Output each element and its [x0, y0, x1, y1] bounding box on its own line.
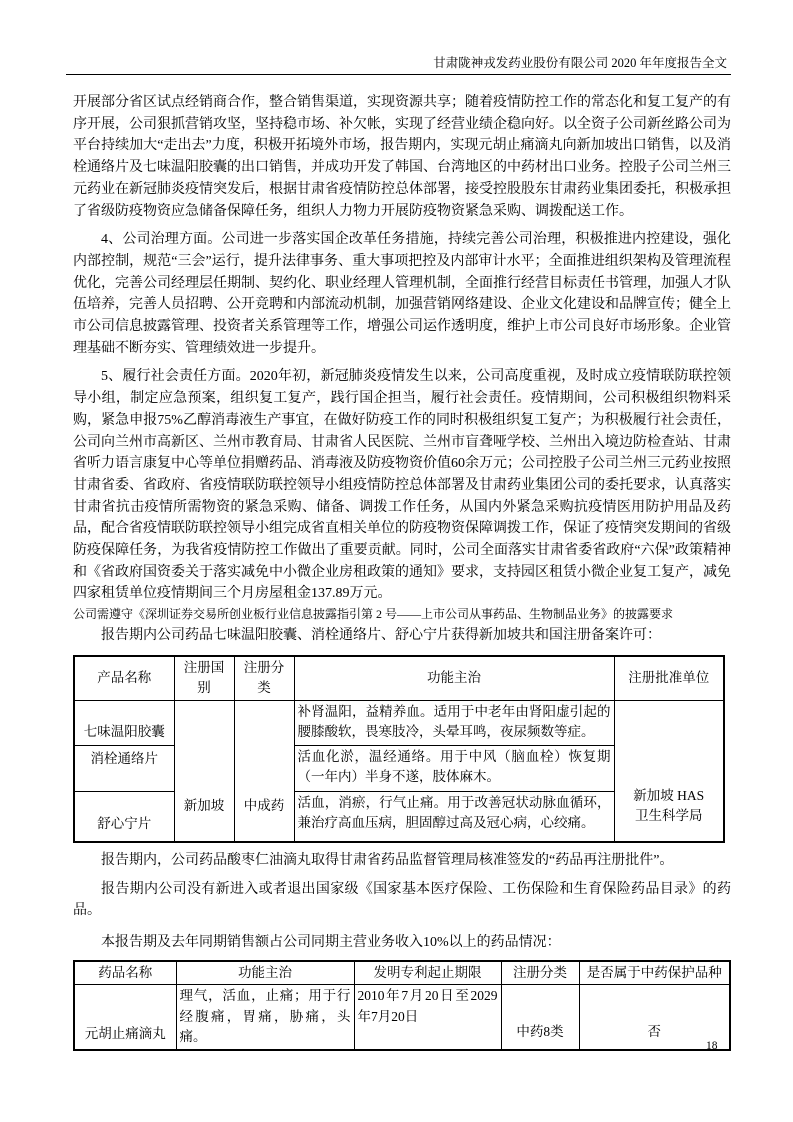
col-header-tcm-protection: 是否属于中药保护品种 [579, 961, 730, 985]
product-name-cell: 七味温阳胶囊 [74, 700, 174, 745]
singapore-registration-intro: 报告期内公司药品七味温阳胶囊、消栓通络片、舒心宁片获得新加坡共和国注册备案许可： [101, 628, 661, 644]
registration-class-cell: 中药8类 [501, 985, 579, 1050]
drug-name-cell: 元胡止痛滴丸 [74, 985, 176, 1050]
major-drugs-table [73, 960, 731, 1051]
paragraph-social-responsibility: 5、履行社会责任方面。2020年初，新冠肺炎疫情发生以来，公司高度重视，及时成立疫情联防联控领导小组，制定应急预案，组织复工复产，践行国企担当，履行社会责任。疫情期间，公司积极组织物料采购，紧急申报75%乙醇消毒液生产事宜，在做好防疫工作的同时积极组织复工复产；为积极履行社会责任，公司向兰州市高新区、兰州市教育局、甘肃省人民医院、兰州市盲聋哑学校、兰州出入境边防检查站、甘肃省听力语言康复中心等单位捐赠药品、消毒液及防疫物资价值60余万元；公司控股子公司兰州三元药业按照甘肃省委、省政府、省疫情联防联控领导小组疫情防控总体部署及甘肃药业集团公司的委托要求，认真落实甘肃省抗击疫情所需物资的紧急采购、储备、调拨工作任务，从国内外紧急采购抗疫情医用防护用品及药品，配合省疫情联防联控领导小组完成省直相关单位的防疫物资保障调拨工作，保证了疫情突发期间的省级防疫保障任务，为我省疫情防控工作做出了重要贡献。同时，公司全面落实甘肃省委省政府“六保”政策精神和《省政府国资委关于落实减免中小微企业房租政策的通知》要求，支持园区租赁小微企业复工复产，减免四家租赁单位疫情期间三个月房屋租金137.89万元。 [73, 369, 731, 602]
table-header-row [74, 656, 724, 701]
product-name-cell: 消栓通络片 [74, 745, 174, 791]
col-header-indications: 功能主治 [176, 961, 354, 985]
col-header-indications: 功能主治 [294, 656, 614, 701]
disclosure-requirement-note: 公司需遵守《深圳证券交易所创业板行业信息披露指引第 2 号——上市公司从事药品、生物制品业务》的披露要求 [73, 607, 674, 622]
indications-cell: 活血，消瘀，行气止痛。用于改善冠状动脉血循环，兼治疗高血压病，胆固醇过高及冠心病，心绞痛。 [294, 791, 614, 842]
col-header-registration-class: 注册分类 [234, 656, 294, 701]
approval-authority-text: 新加坡 HAS 卫生科学局 [633, 787, 705, 824]
singapore-registration-table [73, 655, 725, 843]
col-header-product-name: 产品名称 [74, 656, 174, 701]
paragraph-drug-reregistration: 报告期内，公司药品酸枣仁油滴丸取得甘肃省药品监督管理局核准签发的“药品再注册批件”。 [101, 852, 674, 868]
paragraph-market-expansion: 开展部分省区试点经销商合作，整合销售渠道，实现资源共享；随着疫情防控工作的常态化和复工复产的有序开展，公司狠抓营销攻坚，坚持稳市场、补欠帐，实现了经营业绩企稳向好。以全资子公司新丝路公司为平台持续加大“走出去”力度，积极开拓境外市场，报告期内，实现元胡止痛滴丸向新加坡出口销售，以及消栓通络片及七味温阳胶囊的出口销售，并成功开发了韩国、台湾地区的中药材出口业务。控股子公司兰州三元药业在新冠肺炎疫情突发后，根据甘肃省疫情防控总体部署，接受控股股东甘肃药业集团委托，积极承担了省级防疫物资应急储备保障任务，组织人力物力开展防疫物资紧急采购、调拨配送工作。 [73, 95, 731, 219]
tcm-protection-cell: 否 [579, 985, 730, 1050]
approval-authority-cell [614, 700, 724, 842]
col-header-drug-name: 药品名称 [74, 961, 176, 985]
col-header-approval-authority: 注册批准单位 [614, 656, 724, 701]
indications-cell: 补肾温阳，益精养血。适用于中老年由肾阳虚引起的腰膝酸软，畏寒肢冷，头晕耳鸣，夜尿频数等症。 [294, 700, 614, 745]
table-row [74, 700, 724, 745]
page-content [73, 92, 731, 1051]
patent-period-cell: 2010年7月20日至2029年7月20日 [354, 985, 501, 1050]
page-header [66, 0, 731, 75]
major-drug-sales-intro: 本报告期及去年同期销售额占公司同期主营业务收入10%以上的药品情况： [101, 934, 561, 950]
page-number: 18 [706, 1040, 718, 1052]
col-header-patent-period: 发明专利起止期限 [354, 961, 501, 985]
registration-country-cell: 新加坡 [174, 700, 234, 842]
report-header-title: 甘肃陇神戎发药业股份有限公司 2020 年年度报告全文 [433, 56, 727, 70]
paragraph-corporate-governance: 4、公司治理方面。公司进一步落实国企改革任务措施，持续完善公司治理，积极推进内控建设，强化内部控制，规范“三会”运行，提升法律事务、重大事项把控及内部审计水平；全面推进组织架构及管理流程优化，完善公司经理层任期制、契约化、职业经理人管理机制，全面推行经营目标责任书管理，加强人才队伍培养，完善人员招聘、公开竞聘和内部流动机制，加强营销网络建设、企业文化建设和品牌宣传；健全上市公司信息披露管理、投资者关系管理等工作，增强公司运作透明度，维护上市公司良好市场形象。企业管理基础不断夯实、管理绩效进一步提升。 [73, 232, 731, 356]
paragraph-insurance-catalog: 报告期内公司没有新进入或者退出国家级《国家基本医疗保险、工伤保险和生育保险药品目录》的药品。 [73, 881, 731, 919]
indications-cell: 理气，活血，止痛；用于行经腹痛，胃痛，胁痛，头痛。 [176, 985, 354, 1050]
registration-class-cell: 中成药 [234, 700, 294, 842]
indications-cell: 活血化淤，温经通络。用于中风（脑血栓）恢复期（一年内）半身不遂，肢体麻木。 [294, 745, 614, 791]
product-name-cell: 舒心宁片 [74, 791, 174, 842]
col-header-registration-class: 注册分类 [501, 961, 579, 985]
table-row [74, 985, 730, 1050]
col-header-registration-country: 注册国别 [174, 656, 234, 701]
table-header-row [74, 961, 730, 985]
